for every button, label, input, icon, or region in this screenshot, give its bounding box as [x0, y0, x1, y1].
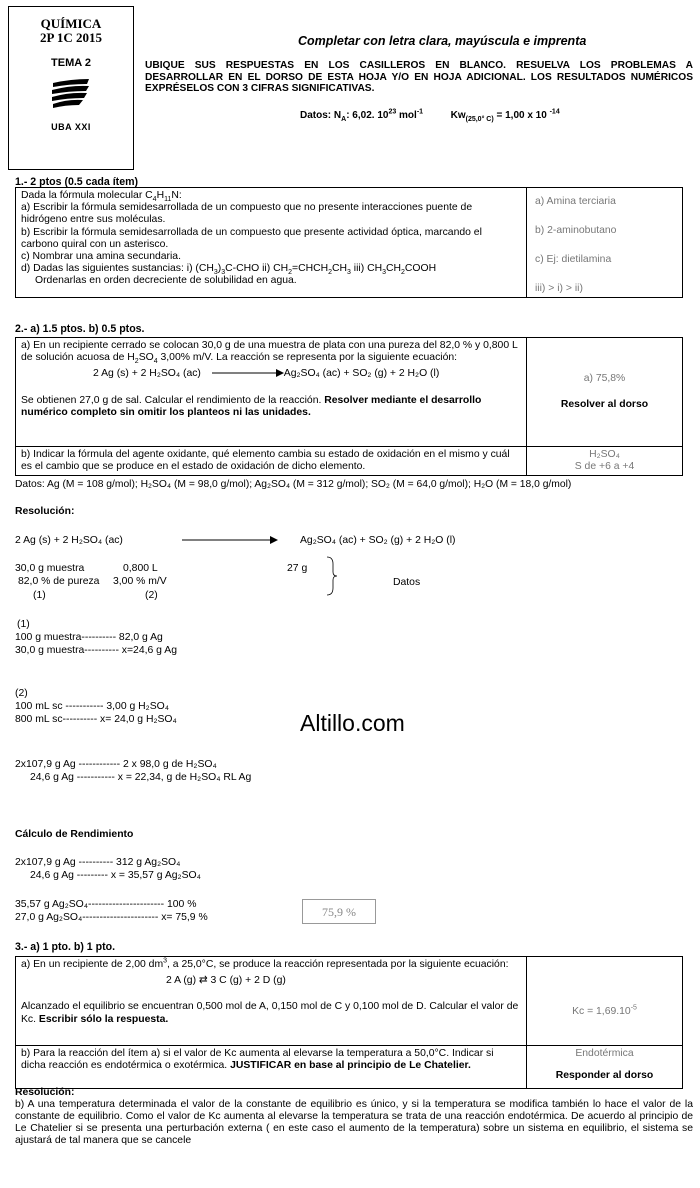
q2-title: 2.- a) 1.5 ptos. b) 0.5 ptos. [15, 323, 145, 335]
res2-p2-line2: 800 mL sc---------- x= 24,0 g H₂SO₄ [15, 714, 177, 725]
res2-eq-left: 2 Ag (s) + 2 H₂SO₄ (ac) [15, 535, 123, 546]
q1-table [15, 187, 683, 298]
q2a-answer [527, 338, 683, 447]
res2-volume: 0,800 L [123, 563, 158, 574]
q1-answer-a: a) Amina terciaria [535, 196, 616, 207]
res2-concentration: 3,00 % m/V [113, 576, 167, 587]
logo-box [8, 6, 134, 170]
q3-equation: 2 A (g) ⇄ 3 C (g) + 2 D (g) [166, 975, 286, 987]
calc-line1: 2x107,9 g Ag ---------- 312 g Ag₂SO₄ [15, 857, 181, 868]
q1-answer-c: c) Ej: dietilamina [535, 254, 612, 265]
q1-statement: Dada la fórmula molecular $C_4H_{11}N$: a) Escribir la fórmula semidesarrollada de un compuesto que no presente interacciones puente de hidrógeno entre sus moléculas. b) Escribir la fórmula semidesarrollada de un compuesto que presente actividad óptica, marcando el carbono quiral con un asterisco. c) Nombrar una amina secundaria. d) Dadas las siguientes sustancias: i) $(CH_3)_3C$-CHO ii) $CH_2=CHCH_2CH_3$ iii) $CH_3CH_2COOH$ Ordenarlas en orden decreciente de solubilidad en agua. [16, 188, 527, 298]
uba-logo-icon [49, 77, 93, 113]
q3-table [15, 956, 683, 1089]
brace-icon [325, 556, 339, 596]
q2-equation: 2 Ag (s) + 2 H₂SO₄ (ac) Ag₂SO₄ (ac) + SO₂ (g) + 2 H₂O (l) [93, 368, 440, 380]
res3-title: Resolución: [15, 1087, 75, 1098]
q3b-statement: b) Para la reacción del ítem a) si el valor de Kc aumenta al elevarse la temperatura a 50,0°C. Indicar si dicha reacción es endotérmica o exotérmica. JUSTIFICAR en base al principio de Le Chatelier. [16, 1046, 527, 1089]
res2-p3-line1: 2x107,9 g Ag ------------ 2 x 98,0 g de H₂SO₄ [15, 759, 217, 770]
header-instructions: UBIQUE SUS RESPUESTAS EN LOS CASILLEROS EN BLANCO. RESUELVA LOS PROBLEMAS A DESARROLLAR EN EL DORSO DE ESTA HOJA Y/O EN HOJA ADICIONAL. LOS RESULTADOS NUMÉRICOS EXPRÉSELOS CON 3 CIFRAS SIGNIFICATIVAS. [145, 60, 693, 95]
q3a-answer: $Kc = 1,69.10^{-5}$ [527, 957, 683, 1046]
q1-answer-b: b) 2-aminobutano [535, 225, 617, 236]
res2-p3-line2: 24,6 g Ag ----------- x = 22,34, g de H₂SO₄ RL Ag [30, 772, 252, 783]
calc-line4: 27,0 g Ag₂SO₄---------------------- x= 75,9 % [15, 912, 208, 923]
exam-id: 2P 1C 2015 [39, 30, 103, 45]
res2-p1-line2: 30,0 g muestra---------- x=24,6 g Ag [15, 645, 177, 656]
tema-label: TEMA 2 [51, 57, 91, 69]
q2b-answer [527, 447, 683, 476]
header-datos: Datos: $N_A$: 6,02. $10^{23}$ mol$^{-1}$ $Kw_{(25,0^\circ C)} = 1,00$ x 10 $^{-14}$ [300, 108, 560, 123]
res2-title: Resolución: [15, 506, 75, 517]
q2b-statement: b) Indicar la fórmula del agente oxidante, qué elemento cambia su estado de oxidación en el mismo y cuál es el cambio que se produce en el estado de oxidación de dicho elemento. [16, 447, 527, 476]
q2-table [15, 337, 683, 476]
q3b-answer [527, 1046, 683, 1089]
q2b-oxidizer: H₂SO₄ [589, 449, 620, 461]
res2-p2-line1: 100 mL sc ----------- 3,00 g H₂SO₄ [15, 701, 169, 712]
brand-label: UBA XXI [51, 122, 91, 132]
q3-title: 3.- a) 1 pto. b) 1 pto. [15, 941, 116, 953]
q2a-statement: a) En un recipiente cerrado se colocan 30,0 g de una muestra de plata con una pureza del 82,0 % y 0,800 L de solución acuosa de $H_2SO_4$ 3,00% m/V. La reacción se representa por la siguiente ecuación: 2 Ag (s) + 2 H₂SO₄ (ac) Ag₂SO₄ (ac) + SO₂ (g) + 2 H₂O (l) Se obtienen 27,0 g de sal. Calcular el rendimiento de la reacción. Resolver mediante el desarrollo numérico completo sin omitir los planteos ni las unidades. [16, 338, 527, 447]
res2-salt-mass: 27 g [287, 563, 308, 574]
res3-text: b) A una temperatura determinada el valor de la constante de equilibrio es único, y si la temperatura se modifica también lo hace el valor de la constante de equilibrio. Como el valor de Kc aumenta al elevarse la temperatura se trata de una reacción endotérmica. De acuerdo al principio de Le Chatelier si se presenta una perturbación externa ( en este caso el aumento de la temperatura) sobre un sistema en equilibrio, el sistema se ajustará de tal manera que se cancele [15, 1099, 693, 1146]
q2b-change: S de +6 a +4 [574, 461, 635, 473]
q3b-answer-note: Responder al dorso [555, 1070, 654, 1081]
res2-arrow-icon [182, 536, 278, 544]
res2-ref2: (2) [145, 590, 158, 601]
reaction-arrow-icon [212, 369, 284, 377]
q1-answers [527, 188, 683, 298]
header-title: Completar con letra clara, mayúscula e imprenta [298, 34, 587, 48]
course-name: QUÍMICA [40, 16, 102, 31]
res2-eq-right: Ag₂SO₄ (ac) + SO₂ (g) + 2 H₂O (l) [300, 535, 456, 546]
calc-line3: 35,57 g Ag₂SO₄---------------------- 100 % [15, 899, 197, 910]
res2-purity: 82,0 % de pureza [18, 576, 100, 587]
res2-datos-label: Datos [393, 577, 421, 588]
res2-p1-line1: 100 g muestra---------- 82,0 g Ag [15, 632, 163, 643]
watermark: Altillo.com [300, 710, 405, 736]
q2a-answer-note: Resolver al dorso [560, 399, 649, 410]
q2a-answer-value: a) 75,8% [583, 372, 626, 384]
result-box: 75,9 % [302, 899, 376, 924]
calc-title: Cálculo de Rendimiento [15, 829, 134, 840]
q1-title: 1.- 2 ptos (0.5 cada ítem) [15, 176, 139, 188]
res2-ref1: (1) [33, 590, 46, 601]
q3a-statement: a) En un recipiente de 2,00 $dm^3$, a 25,0°C, se produce la reacción representada por la siguiente ecuación: 2 A (g) ⇄ 3 C (g) + 2 D (g) Alcanzado el equilibrio se encuentran 0,500 mol de A, 0,150 mol de C y 0,100 mol de D. Calcular el valor de Kc. Escribir sólo la respuesta. [16, 957, 527, 1046]
res2-p1-label: (1) [17, 619, 30, 630]
q2-datos: Datos: Ag (M = 108 g/mol); H₂SO₄ (M = 98,0 g/mol); Ag₂SO₄ (M = 312 g/mol); SO₂ (M = 64,0 g/mol); H₂O (M = 18,0 g/mol) [15, 479, 572, 490]
calc-line2: 24,6 g Ag --------- x = 35,57 g Ag₂SO₄ [30, 870, 201, 881]
q1-answer-d: iii) > i) > ii) [535, 283, 583, 294]
q3b-answer-value: Endotérmica [575, 1048, 634, 1059]
res2-p2-label: (2) [15, 688, 28, 699]
res2-sample: 30,0 g muestra [15, 563, 85, 574]
